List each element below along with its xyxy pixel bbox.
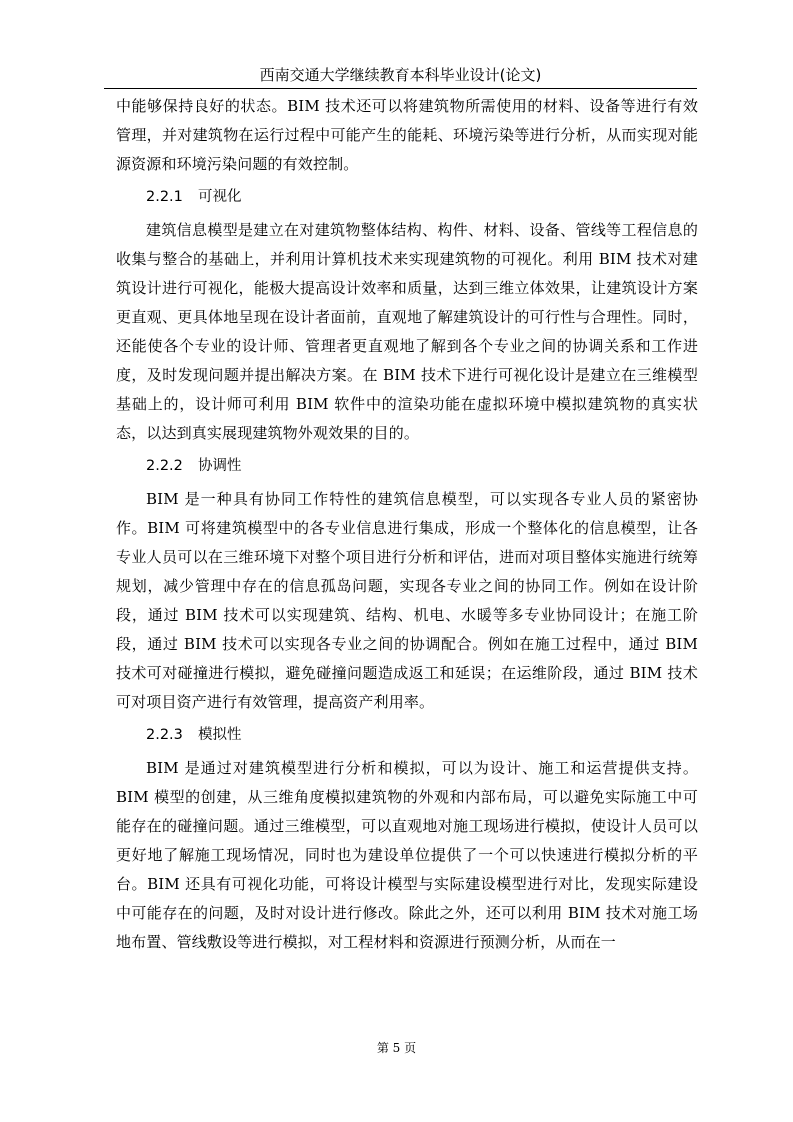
page-header (104, 62, 697, 89)
section-heading-2-2-1 (116, 179, 698, 216)
intro-paragraph: 中能够保持良好的状态。BIM 技术还可以将建筑物所需使用的材料、设备等进行有效管理，并对建筑物在运行过程中可能产生的能耗、环境污染等进行分析，从而实现对能源资源和环境污染问题的有效控制。 (116, 97, 698, 173)
page-number: 第 5 页 (376, 1041, 417, 1055)
section-number: 2.2.1 (146, 189, 183, 205)
section-heading-2-2-3 (116, 717, 698, 754)
section-title: 可视化 (198, 189, 242, 205)
document-body (116, 92, 698, 957)
section-paragraph-simulation: BIM 是通过对建筑模型进行分析和模拟，可以为设计、施工和运营提供支持。BIM 模型的创建，从三维角度模拟建筑物的外观和内部布局，可以避免实际施工中可能存在的碰撞问题。通过三维模型，可以直观地对施工现场进行模拟，使设计人员可以更好地了解施工现场情况，同时也为建设单位提供了一个可以快速进行模拟分析的平台。BIM 还具有可视化功能，可将设计模型与实际建设模型进行对比，发现实际建设中可能存在的问题，及时对设计进行修改。除此之外，还可以利用 BIM 技术对施工场地布置、管线敷设等进行模拟，对工程材料和资源进行预测分析，从而在一 (116, 759, 698, 951)
section-number: 2.2.2 (146, 458, 183, 474)
page-footer (0, 1040, 793, 1056)
section-title: 协调性 (198, 458, 242, 474)
section-number: 2.2.3 (146, 727, 183, 743)
section-paragraph-coordination: BIM 是一种具有协同工作特性的建筑信息模型，可以实现各专业人员的紧密协作。BIM 可将建筑模型中的各专业信息进行集成，形成一个整体化的信息模型，让各专业人员可以在三维环境下对整个项目进行分析和评估，进而对项目整体实施进行统筹规划，减少管理中存在的信息孤岛问题，实现各专业之间的协同工作。例如在设计阶段，通过 BIM 技术可以实现建筑、结构、机电、水暖等多专业协同设计；在施工阶段，通过 BIM 技术可以实现各专业之间的协调配合。例如在施工过程中，通过 BIM 技术可对碰撞进行模拟，避免碰撞问题造成返工和延误；在运维阶段，通过 BIM 技术可对项目资产进行有效管理，提高资产利用率。 (116, 490, 698, 711)
section-paragraph-visualization: 建筑信息模型是建立在对建筑物整体结构、构件、材料、设备、管线等工程信息的收集与整合的基础上，并利用计算机技术来实现建筑物的可视化。利用 BIM 技术对建筑设计进行可视化，能极大提高设计效率和质量，达到三维立体效果，让建筑设计方案更直观、更具体地呈现在设计者面前，直观地了解建筑设计的可行性与合理性。同时，还能使各个专业的设计师、管理者更直观地了解到各个专业之间的协调关系和工作进度，及时发现问题并提出解决方案。在 BIM 技术下进行可视化设计是建立在三维模型基础上的，设计师可利用 BIM 软件中的渲染功能在虚拟环境中模拟建筑物的真实状态，以达到真实展现建筑物外观效果的目的。 (116, 221, 698, 442)
thesis-header-title: 西南交通大学继续教育本科毕业设计(论文) (259, 66, 542, 84)
section-heading-2-2-2 (116, 448, 698, 485)
section-title: 模拟性 (198, 727, 242, 743)
